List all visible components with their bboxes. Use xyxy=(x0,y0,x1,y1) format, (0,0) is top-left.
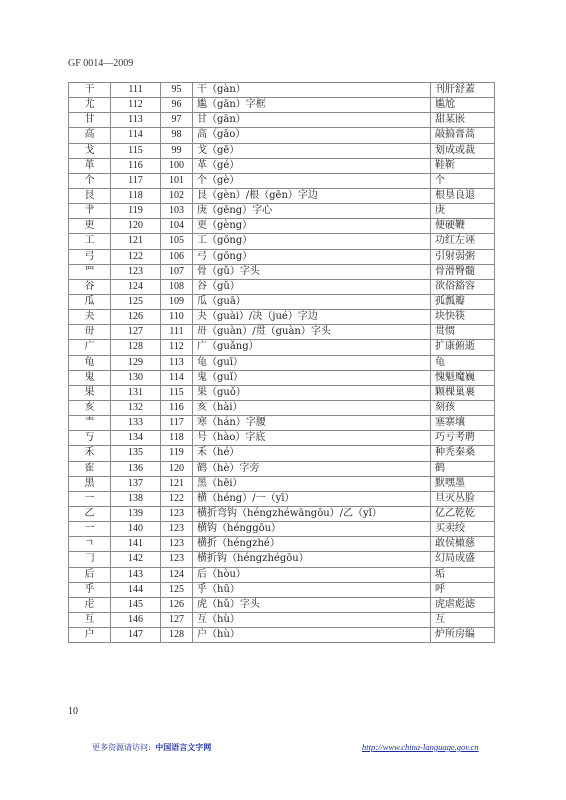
group-number: 120 xyxy=(161,461,193,476)
serial-number: 113 xyxy=(111,113,161,128)
example-characters: 贯惯 xyxy=(431,325,495,340)
serial-number: 118 xyxy=(111,188,161,203)
example-characters: 龟 xyxy=(431,355,495,370)
example-characters: 种秃秦桑 xyxy=(431,446,495,461)
example-characters: 巧亏考聘 xyxy=(431,431,495,446)
example-characters: 庚 xyxy=(431,204,495,219)
component-name: 龟（guī） xyxy=(193,355,431,370)
component-glyph: 丂 xyxy=(69,431,111,446)
component-name: 夬（guài）/决（jué）字边 xyxy=(193,310,431,325)
component-name: 谷（gǔ） xyxy=(193,279,431,294)
group-number: 115 xyxy=(161,385,193,400)
component-glyph: 一 xyxy=(69,522,111,537)
component-glyph: 禾 xyxy=(69,446,111,461)
component-table xyxy=(68,82,495,643)
component-glyph: 龶 xyxy=(69,416,111,431)
serial-number: 126 xyxy=(111,310,161,325)
component-glyph: 一 xyxy=(69,491,111,506)
serial-number: 130 xyxy=(111,370,161,385)
table-row xyxy=(69,264,495,279)
table-row xyxy=(69,279,495,294)
component-name: 亥（hài） xyxy=(193,400,431,415)
table-row xyxy=(69,416,495,431)
component-glyph: 毌 xyxy=(69,325,111,340)
group-number: 103 xyxy=(161,204,193,219)
page-number: 10 xyxy=(68,706,78,717)
component-glyph: 革 xyxy=(69,158,111,173)
table-row xyxy=(69,612,495,627)
example-characters: 孤瓢瓣 xyxy=(431,294,495,309)
example-characters: 鞋靳 xyxy=(431,158,495,173)
component-glyph: 互 xyxy=(69,612,111,627)
serial-number: 123 xyxy=(111,264,161,279)
footer-url-link[interactable]: http://www.china-language.gov.cn xyxy=(362,742,479,752)
table-row xyxy=(69,582,495,597)
component-glyph: 戈 xyxy=(69,143,111,158)
table-row xyxy=(69,461,495,476)
group-number: 123 xyxy=(161,552,193,567)
serial-number: 139 xyxy=(111,506,161,521)
group-number: 109 xyxy=(161,294,193,309)
component-name: 干（gàn） xyxy=(193,83,431,98)
example-characters: 根垦良退 xyxy=(431,188,495,203)
component-name: 艮（gèn）/根（gēn）字边 xyxy=(193,188,431,203)
group-number: 98 xyxy=(161,128,193,143)
group-number: 95 xyxy=(161,83,193,98)
example-characters: 敢侯橄慈 xyxy=(431,537,495,552)
serial-number: 142 xyxy=(111,552,161,567)
component-name: 高（gāo） xyxy=(193,128,431,143)
table-row xyxy=(69,355,495,370)
table-row xyxy=(69,567,495,582)
serial-number: 129 xyxy=(111,355,161,370)
group-number: 125 xyxy=(161,582,193,597)
footer-prefix: 更多资源请访问: xyxy=(92,743,151,752)
serial-number: 146 xyxy=(111,612,161,627)
group-number: 107 xyxy=(161,264,193,279)
group-number: 97 xyxy=(161,113,193,128)
table-row xyxy=(69,552,495,567)
component-name: 弓（gōng） xyxy=(193,249,431,264)
serial-number: 115 xyxy=(111,143,161,158)
group-number: 113 xyxy=(161,355,193,370)
serial-number: 135 xyxy=(111,446,161,461)
serial-number: 127 xyxy=(111,325,161,340)
component-name: 横折钩（héngzhégōu） xyxy=(193,552,431,567)
example-characters: 刻孩 xyxy=(431,400,495,415)
group-number: 118 xyxy=(161,431,193,446)
group-number: 112 xyxy=(161,340,193,355)
component-name: 尴（gān）字框 xyxy=(193,98,431,113)
serial-number: 137 xyxy=(111,476,161,491)
component-glyph: 干 xyxy=(69,83,111,98)
table-row xyxy=(69,491,495,506)
example-characters: 垢 xyxy=(431,567,495,582)
component-name: 横钩（hénggōu） xyxy=(193,522,431,537)
example-characters: 功红左诬 xyxy=(431,234,495,249)
table-row xyxy=(69,506,495,521)
component-glyph: 乙 xyxy=(69,506,111,521)
group-number: 102 xyxy=(161,188,193,203)
table-row xyxy=(69,431,495,446)
document-code: GF 0014—2009 xyxy=(68,58,134,69)
component-name: 互（hù） xyxy=(193,612,431,627)
example-characters: 划成或裁 xyxy=(431,143,495,158)
example-characters: 默嘿墨 xyxy=(431,476,495,491)
component-name: 禾（hé） xyxy=(193,446,431,461)
table-row xyxy=(69,113,495,128)
component-name: 戈（gē） xyxy=(193,143,431,158)
example-characters: 虎虐彪滤 xyxy=(431,597,495,612)
group-number: 121 xyxy=(161,476,193,491)
example-characters: 买卖绞 xyxy=(431,522,495,537)
component-glyph: 虍 xyxy=(69,597,111,612)
component-name: 骨（gǔ）字头 xyxy=(193,264,431,279)
table-row xyxy=(69,158,495,173)
serial-number: 144 xyxy=(111,582,161,597)
component-name: 瓜（guā） xyxy=(193,294,431,309)
table-row xyxy=(69,537,495,552)
group-number: 128 xyxy=(161,628,193,643)
component-name: 寒（hán）字腰 xyxy=(193,416,431,431)
group-number: 127 xyxy=(161,612,193,627)
serial-number: 138 xyxy=(111,491,161,506)
example-characters: 甜某嵌 xyxy=(431,113,495,128)
component-name: 广（guǎng） xyxy=(193,340,431,355)
example-characters: 骨滑臀髓 xyxy=(431,264,495,279)
table-row xyxy=(69,522,495,537)
table-row xyxy=(69,294,495,309)
component-glyph: 广 xyxy=(69,340,111,355)
group-number: 108 xyxy=(161,279,193,294)
component-glyph: 后 xyxy=(69,567,111,582)
group-number: 105 xyxy=(161,234,193,249)
example-characters: 扩康俯逝 xyxy=(431,340,495,355)
component-name: 乎（hū） xyxy=(193,582,431,597)
component-glyph: 龟 xyxy=(69,355,111,370)
group-number: 101 xyxy=(161,173,193,188)
component-name: 后（hòu） xyxy=(193,567,431,582)
example-characters: 亿乙乾乾 xyxy=(431,506,495,521)
component-name: 鹤（hè）字旁 xyxy=(193,461,431,476)
component-name: 果（guǒ） xyxy=(193,385,431,400)
serial-number: 143 xyxy=(111,567,161,582)
component-name: 甘（gān） xyxy=(193,113,431,128)
component-glyph: 高 xyxy=(69,128,111,143)
serial-number: 131 xyxy=(111,385,161,400)
component-name: 毌（guàn）/贯（guàn）字头 xyxy=(193,325,431,340)
example-characters: 敲搞膏蒿 xyxy=(431,128,495,143)
table-row xyxy=(69,385,495,400)
table-row xyxy=(69,128,495,143)
serial-number: 112 xyxy=(111,98,161,113)
group-number: 122 xyxy=(161,491,193,506)
serial-number: 125 xyxy=(111,294,161,309)
example-characters: 愧魁魔巍 xyxy=(431,370,495,385)
serial-number: 114 xyxy=(111,128,161,143)
group-number: 124 xyxy=(161,567,193,582)
component-name: 个（gè） xyxy=(193,173,431,188)
component-glyph: 甘 xyxy=(69,113,111,128)
component-glyph: 罒 xyxy=(69,264,111,279)
example-characters: 个 xyxy=(431,173,495,188)
example-characters: 刊肝舒蓋 xyxy=(431,83,495,98)
serial-number: 120 xyxy=(111,219,161,234)
serial-number: 124 xyxy=(111,279,161,294)
table-row xyxy=(69,83,495,98)
serial-number: 141 xyxy=(111,537,161,552)
example-characters: 互 xyxy=(431,612,495,627)
serial-number: 133 xyxy=(111,416,161,431)
table-row xyxy=(69,219,495,234)
table-row xyxy=(69,249,495,264)
example-characters: 欲俗豁容 xyxy=(431,279,495,294)
component-glyph: 瓜 xyxy=(69,294,111,309)
component-glyph: 乎 xyxy=(69,582,111,597)
table-body xyxy=(69,83,495,643)
serial-number: 140 xyxy=(111,522,161,537)
component-glyph: 鬼 xyxy=(69,370,111,385)
example-characters: 尴尬 xyxy=(431,98,495,113)
footer-site-name: 中国语言文字网 xyxy=(155,742,212,752)
serial-number: 111 xyxy=(111,83,161,98)
serial-number: 128 xyxy=(111,340,161,355)
component-name: 鬼（guǐ） xyxy=(193,370,431,385)
serial-number: 116 xyxy=(111,158,161,173)
serial-number: 121 xyxy=(111,234,161,249)
component-glyph: 更 xyxy=(69,219,111,234)
component-glyph: 亥 xyxy=(69,400,111,415)
component-glyph: 𠃌 xyxy=(69,552,111,567)
component-name: 号（hào）字底 xyxy=(193,431,431,446)
group-number: 106 xyxy=(161,249,193,264)
group-number: 123 xyxy=(161,537,193,552)
table-row xyxy=(69,234,495,249)
example-characters: 鹤 xyxy=(431,461,495,476)
component-name: 更（gèng） xyxy=(193,219,431,234)
example-characters: 颗棵巢裹 xyxy=(431,385,495,400)
serial-number: 132 xyxy=(111,400,161,415)
table-row xyxy=(69,204,495,219)
component-glyph: 个 xyxy=(69,173,111,188)
group-number: 123 xyxy=(161,522,193,537)
group-number: 116 xyxy=(161,400,193,415)
serial-number: 119 xyxy=(111,204,161,219)
component-name: 庚（gēng）字心 xyxy=(193,204,431,219)
table-row xyxy=(69,325,495,340)
footer-note xyxy=(92,742,211,753)
serial-number: 136 xyxy=(111,461,161,476)
component-glyph: 户 xyxy=(69,628,111,643)
component-glyph: 艮 xyxy=(69,188,111,203)
serial-number: 122 xyxy=(111,249,161,264)
table-row xyxy=(69,188,495,203)
serial-number: 117 xyxy=(111,173,161,188)
group-number: 123 xyxy=(161,506,193,521)
example-characters: 便硬鞭 xyxy=(431,219,495,234)
component-name: 虎（hǔ）字头 xyxy=(193,597,431,612)
example-characters: 引射弱粥 xyxy=(431,249,495,264)
group-number: 104 xyxy=(161,219,193,234)
table-row xyxy=(69,173,495,188)
component-name: 户（hù） xyxy=(193,628,431,643)
example-characters: 幻局成盛 xyxy=(431,552,495,567)
serial-number: 134 xyxy=(111,431,161,446)
component-name: 横折弯钩（héngzhéwāngōu）/乙（yǐ） xyxy=(193,506,431,521)
group-number: 114 xyxy=(161,370,193,385)
serial-number: 145 xyxy=(111,597,161,612)
component-name: 黑（hēi） xyxy=(193,476,431,491)
example-characters: 塞寨壤 xyxy=(431,416,495,431)
component-glyph: 工 xyxy=(69,234,111,249)
table-row xyxy=(69,143,495,158)
example-characters: 块快筷 xyxy=(431,310,495,325)
component-glyph: 尤 xyxy=(69,98,111,113)
group-number: 96 xyxy=(161,98,193,113)
component-name: 横（héng）/一（yī） xyxy=(193,491,431,506)
component-name: 横折（héngzhé） xyxy=(193,537,431,552)
group-number: 126 xyxy=(161,597,193,612)
group-number: 100 xyxy=(161,158,193,173)
example-characters: 炉所房编 xyxy=(431,628,495,643)
group-number: 117 xyxy=(161,416,193,431)
component-glyph: 夬 xyxy=(69,310,111,325)
component-glyph: 肀 xyxy=(69,204,111,219)
table-row xyxy=(69,400,495,415)
table-row xyxy=(69,310,495,325)
component-glyph: 谷 xyxy=(69,279,111,294)
group-number: 110 xyxy=(161,310,193,325)
table-row xyxy=(69,98,495,113)
example-characters: 旦灭丛脸 xyxy=(431,491,495,506)
table-row xyxy=(69,476,495,491)
group-number: 99 xyxy=(161,143,193,158)
component-name: 革（gé） xyxy=(193,158,431,173)
component-glyph: 隺 xyxy=(69,461,111,476)
component-glyph: 弓 xyxy=(69,249,111,264)
group-number: 111 xyxy=(161,325,193,340)
table-row xyxy=(69,370,495,385)
component-glyph: 果 xyxy=(69,385,111,400)
serial-number: 147 xyxy=(111,628,161,643)
component-glyph: 黑 xyxy=(69,476,111,491)
table-row xyxy=(69,628,495,643)
table-row xyxy=(69,446,495,461)
group-number: 119 xyxy=(161,446,193,461)
table-row xyxy=(69,340,495,355)
component-glyph: ㄱ xyxy=(69,537,111,552)
example-characters: 呼 xyxy=(431,582,495,597)
component-name: 工（gōng） xyxy=(193,234,431,249)
table-row xyxy=(69,597,495,612)
